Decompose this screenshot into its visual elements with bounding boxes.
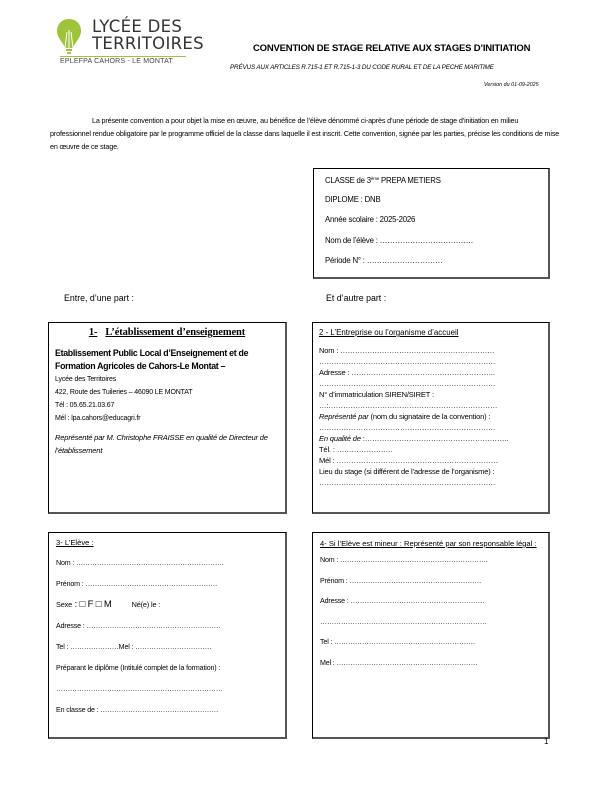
document-version: Version du 01-09-2025 — [484, 82, 539, 88]
classe-field[interactable]: En classe de : …………………………………………… — [56, 706, 219, 714]
party-right-label: Et d’autre part : — [326, 293, 387, 303]
class-superscript: ème — [370, 176, 380, 181]
lycee-name: Lycée des Territoires — [55, 376, 117, 383]
party-left-label: Entre, d’une part : — [64, 293, 134, 303]
lieu-stage-label: Lieu du stage (si différent de l’adresse de l’organisme) : — [319, 467, 495, 476]
section3-heading: 3- L’Elève : — [56, 538, 94, 547]
entreprise-nom-line[interactable]: ……………………………………………………………… — [319, 357, 496, 366]
qualite-rest: :………………………………………………….. — [360, 434, 509, 443]
nom-eleve-field[interactable]: Nom de l’élève : ………………………………. — [325, 235, 473, 245]
diplome-field[interactable]: ……………………………………………………………… — [56, 685, 223, 693]
eleve-adresse-field[interactable]: Adresse : …………………………………………………. — [56, 622, 221, 630]
school-logo — [52, 16, 204, 66]
periode-field[interactable]: Période N° : ………………………… — [325, 256, 443, 265]
logo-line-3: EPLEFPA CAHORS - LE MONTAT — [60, 58, 173, 65]
section-eleve — [48, 532, 287, 739]
org-tel: Tél : 05.65.21.03.67 — [55, 402, 115, 409]
logo-divider — [60, 56, 186, 57]
sexe-checkboxes[interactable]: : □ F □ M — [74, 600, 112, 610]
org-address: 422, Route des Tuileries – 46090 LE MONTAT — [55, 389, 193, 396]
section1-title: L’établissement d’enseignement — [105, 327, 246, 338]
eleve-prenom-field[interactable]: Prénom : ………………………………………………… — [56, 580, 218, 588]
representant-label — [319, 411, 542, 422]
intro-paragraph — [50, 114, 560, 153]
diplome-label: Préparant le diplôme (Intitulé complet de la formation) : — [56, 664, 221, 672]
lieu-stage-field[interactable]: ……………………………………………………………… — [319, 478, 496, 487]
sexe-label: Sexe — [56, 600, 73, 609]
class-row — [325, 174, 548, 195]
responsable-adresse-field[interactable]: Adresse : …………………………………………………. — [320, 597, 485, 605]
eleve-nom-field[interactable]: Nom : ………………………………………………………. — [56, 559, 224, 567]
representant-label-italic: Représenté par — [319, 412, 369, 421]
qualite-field[interactable] — [319, 433, 542, 444]
responsable-mel-field[interactable]: Mel : ……………………………………………………. — [320, 658, 478, 667]
entreprise-mel-field[interactable]: Mél : ………………………………………………………… — [319, 456, 499, 465]
diplome-row: DIPLOME : DNB — [325, 194, 381, 204]
org-mel: Mél : lpa.cahors@educagri.fr — [55, 415, 141, 422]
logo-line-2: TERRITOIRES — [92, 34, 204, 53]
section-responsable-legal — [312, 532, 550, 739]
representant-label-rest: (nom du signataire de la convention) : — [368, 412, 491, 421]
document-title: CONVENTION DE STAGE RELATIVE AUX STAGES D’INITIATION — [253, 43, 531, 54]
eleve-tel-mel-field[interactable]: Tel : …………………Mel : …………………………… — [56, 643, 212, 651]
naissance-field[interactable]: Né(e) le : — [131, 600, 161, 609]
section1-number: 1- — [88, 327, 98, 338]
page-number: 1 — [544, 737, 549, 746]
entreprise-adresse-line[interactable]: ……………………………………………………………… — [319, 379, 496, 388]
lightbulb-logo-icon — [56, 18, 82, 58]
siret-label: N° d’immatriculation SIREN/SIRET : — [319, 390, 434, 399]
org-name: Etablissement Public Local d’Enseignement et de Formation Agricoles de Cahors-Le Montat – — [55, 348, 249, 371]
org-representative: Représenté par M. Christophe FRAISSE en qualité de Directeur de l’établissement — [55, 433, 268, 455]
section-entreprise — [312, 322, 550, 514]
entreprise-nom-field[interactable]: Nom : ……………………………………………………… — [319, 346, 495, 355]
responsable-tel-field[interactable]: Tel : ……………………………………………………. — [320, 638, 475, 646]
class-suffix: PREPA METIERS — [379, 176, 441, 185]
document-subtitle: PRÉVUS AUX ARTICLES R.715-1 ET R.715-1-3 DU CODE RURAL ET DE LA PECHE MARITIME — [230, 64, 494, 71]
intro-text: La présente convention a pour objet la mise en œuvre, au bénéfice de l’élève dénommé ci-après d’une période de stage d’initiation en milieu professionnel rendue obligatoire par le programme officiel de la classe dans laquelle il est inscrit. Cette convention, signée par les parties, précise les conditions de mise en œuvre de ce stage. — [50, 116, 560, 151]
siret-field[interactable]: …:…………………………………………………………… — [319, 401, 498, 410]
representant-field[interactable]: ……………………………………………………………… — [319, 423, 496, 432]
annee-row: Année scolaire : 2025-2026 — [325, 215, 416, 224]
qualite-label: En qualité de — [319, 434, 361, 443]
entreprise-tel-field[interactable]: Tél. : ………………….. — [319, 445, 393, 454]
responsable-nom-field[interactable]: Nom : ………………………………………………………. — [320, 556, 488, 564]
responsable-prenom-field[interactable]: Prénom : ………………………………………………… — [320, 576, 482, 585]
entreprise-adresse-field[interactable]: Adresse : ………………………………………………….. — [319, 368, 495, 377]
section-etablissement — [48, 322, 287, 514]
eleve-sexe-row — [56, 600, 278, 621]
class-prefix: CLASSE de 3 — [325, 176, 371, 185]
class-info-box — [313, 168, 550, 279]
logo-line-1: LYCÉE DES — [92, 17, 183, 36]
section4-heading: 4- Si l’Elève est mineur : Représenté par son responsable légal : — [320, 539, 537, 548]
responsable-adresse-line[interactable]: ……………………………………………………………… — [320, 617, 487, 626]
section1-heading — [55, 327, 279, 338]
section2-heading: 2 - L’Entreprise ou l’organisme d’accueil — [319, 328, 459, 337]
